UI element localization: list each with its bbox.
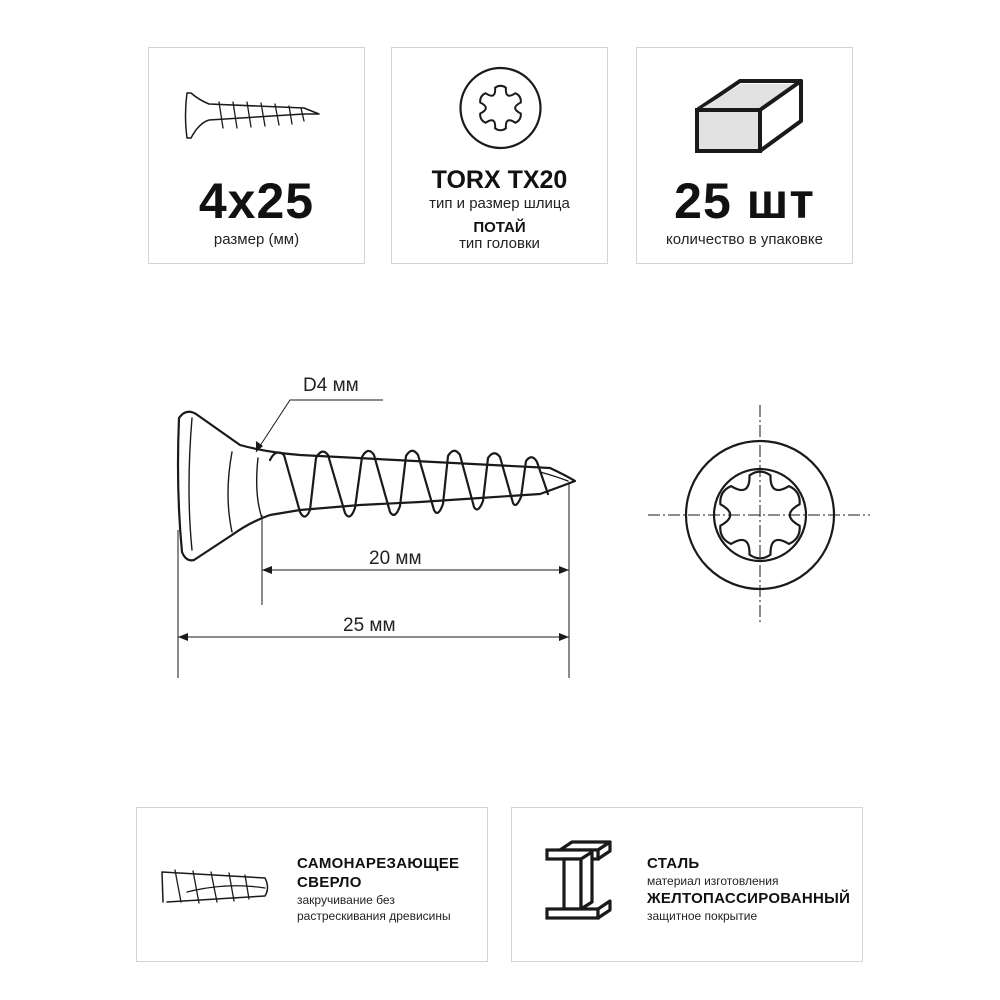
diameter-label: D4 мм	[303, 375, 359, 396]
drill-title-1: САМОНАРЕЗАЮЩЕЕ	[297, 855, 460, 872]
material-card	[511, 807, 863, 962]
thread-length-label: 20 мм	[369, 548, 422, 569]
drill-desc-1: закручивание без	[297, 893, 395, 907]
total-length-label: 25 мм	[343, 615, 396, 636]
drill-card	[136, 807, 488, 962]
slot-caption: тип и размер шлица	[429, 195, 570, 212]
drill-title-2: СВЕРЛО	[297, 874, 362, 891]
material-caption: материал изготовления	[647, 874, 779, 888]
quantity-caption: количество в упаковке	[666, 231, 823, 248]
head-caption: тип головки	[459, 235, 540, 252]
torx-head-view	[648, 405, 870, 625]
head-value: ПОТАЙ	[473, 219, 526, 236]
size-caption: размер (мм)	[213, 231, 300, 248]
material-title: СТАЛЬ	[647, 855, 700, 872]
slot-value: TORX TX20	[431, 166, 568, 194]
coating-caption: защитное покрытие	[647, 909, 758, 923]
coating-title: ЖЕЛТОПАССИРОВАННЫЙ	[647, 890, 851, 907]
quantity-value: 25 шт	[674, 173, 815, 229]
size-value: 4x25	[198, 173, 315, 229]
drill-desc-2: растрескивания древисины	[297, 909, 451, 923]
screw-head	[178, 412, 575, 561]
